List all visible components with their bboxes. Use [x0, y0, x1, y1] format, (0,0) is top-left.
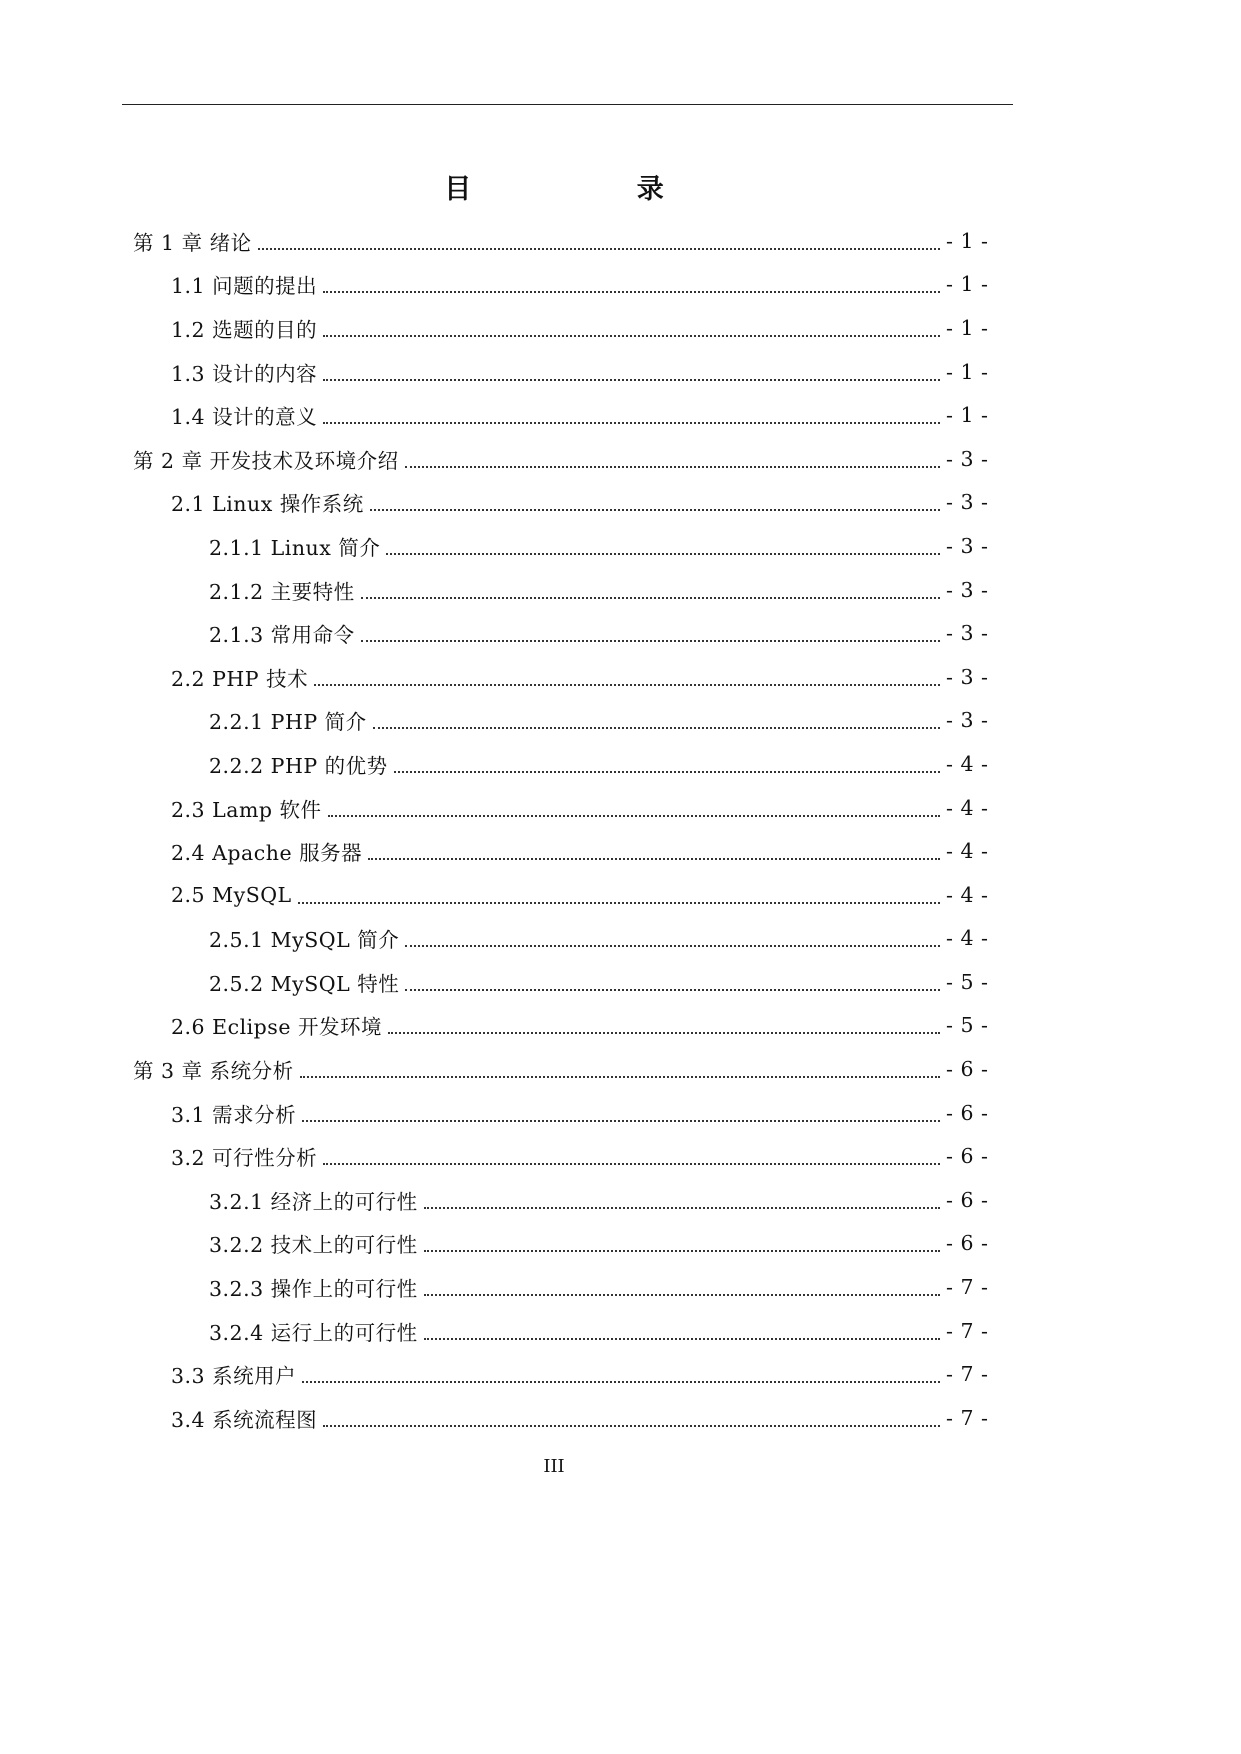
toc-dot-leader	[258, 248, 940, 250]
toc-entry-page: - 4 -	[946, 795, 989, 820]
toc-entry-page: - 4 -	[946, 839, 989, 864]
toc-entry-page: - 1 -	[946, 228, 989, 253]
toc-entry[interactable]	[0, 1222, 1108, 1266]
toc-entry-page: - 3 -	[946, 490, 989, 515]
toc-dot-leader	[298, 902, 940, 904]
toc-entry-page: - 1 -	[946, 315, 989, 340]
toc-entry-title: 第 1 章 绪论	[133, 230, 252, 255]
toc-entry-page: - 3 -	[946, 664, 989, 689]
toc-entry[interactable]	[0, 786, 1108, 830]
toc-entry[interactable]	[0, 1309, 1108, 1353]
toc-entry-title: 2.1.2 主要特性	[209, 579, 355, 604]
toc-dot-leader	[328, 815, 940, 817]
toc-entry-title: 3.2.1 经济上的可行性	[209, 1189, 418, 1214]
toc-dot-leader	[302, 1120, 940, 1122]
toc-entry-title: 2.1.1 Linux 简介	[209, 535, 381, 560]
toc-entry[interactable]	[0, 1265, 1108, 1309]
toc-title: 目 录	[444, 174, 742, 205]
toc-entry[interactable]	[0, 263, 1108, 307]
toc-entry-title: 3.2 可行性分析	[171, 1146, 318, 1171]
toc-entry[interactable]	[0, 481, 1108, 525]
toc-entry-title: 3.4 系统流程图	[171, 1407, 318, 1432]
toc-list	[0, 219, 1108, 1440]
toc-entry[interactable]	[0, 306, 1108, 350]
toc-entry-title: 1.3 设计的内容	[171, 361, 318, 386]
header-rule	[122, 104, 1013, 105]
toc-entry-page: - 7 -	[946, 1275, 989, 1300]
toc-entry-page: - 1 -	[946, 403, 989, 428]
toc-dot-leader	[394, 771, 940, 773]
toc-entry-page: - 4 -	[946, 751, 989, 776]
toc-entry-title: 第 3 章 系统分析	[133, 1059, 294, 1084]
toc-entry-page: - 3 -	[946, 533, 989, 558]
toc-entry-page: - 1 -	[946, 359, 989, 384]
toc-entry[interactable]	[0, 568, 1108, 612]
toc-dot-leader	[424, 1294, 940, 1296]
toc-entry-page: - 6 -	[946, 1187, 989, 1212]
toc-entry-title: 3.2.2 技术上的可行性	[209, 1233, 418, 1258]
toc-entry-page: - 4 -	[946, 926, 989, 951]
toc-entry-title: 第 2 章 开发技术及环境介绍	[133, 448, 399, 473]
toc-entry[interactable]	[0, 1091, 1108, 1135]
toc-entry[interactable]	[0, 1178, 1108, 1222]
toc-entry-page: - 3 -	[946, 446, 989, 471]
toc-dot-leader	[361, 597, 940, 599]
toc-entry-title: 1.4 设计的意义	[171, 405, 318, 430]
toc-entry-title: 2.4 Apache 服务器	[171, 841, 363, 866]
toc-dot-leader	[424, 1338, 940, 1340]
toc-entry-title: 2.5.2 MySQL 特性	[209, 971, 400, 996]
toc-entry-title: 3.2.3 操作上的可行性	[209, 1277, 418, 1302]
toc-dot-leader	[323, 335, 940, 337]
toc-entry-page: - 1 -	[946, 272, 989, 297]
toc-dot-leader	[405, 989, 940, 991]
toc-dot-leader	[368, 858, 940, 860]
toc-dot-leader	[323, 379, 940, 381]
toc-entry-page: - 5 -	[946, 969, 989, 994]
toc-entry[interactable]	[0, 393, 1108, 437]
toc-entry-title: 3.1 需求分析	[171, 1102, 297, 1127]
toc-dot-leader	[302, 1381, 940, 1383]
toc-entry-title: 2.3 Lamp 软件	[171, 797, 322, 822]
toc-entry-page: - 6 -	[946, 1231, 989, 1256]
toc-entry-title: 1.2 选题的目的	[171, 317, 318, 342]
toc-entry-title: 1.1 问题的提出	[171, 274, 318, 299]
page-number: III	[543, 1456, 565, 1477]
toc-dot-leader	[323, 1163, 940, 1165]
toc-entry[interactable]	[0, 1352, 1108, 1396]
toc-dot-leader	[405, 945, 940, 947]
toc-entry-title: 2.1 Linux 操作系统	[171, 492, 364, 517]
toc-dot-leader	[424, 1207, 940, 1209]
toc-entry[interactable]	[0, 1047, 1108, 1091]
toc-dot-leader	[300, 1076, 940, 1078]
toc-entry[interactable]	[0, 524, 1108, 568]
toc-entry[interactable]	[0, 1396, 1108, 1440]
toc-dot-leader	[388, 1032, 940, 1034]
toc-entry[interactable]	[0, 829, 1108, 873]
toc-entry[interactable]	[0, 873, 1108, 917]
toc-entry[interactable]	[0, 1134, 1108, 1178]
toc-dot-leader	[323, 291, 940, 293]
toc-entry-title: 3.2.4 运行上的可行性	[209, 1320, 418, 1345]
toc-dot-leader	[424, 1250, 940, 1252]
toc-entry[interactable]	[0, 742, 1108, 786]
toc-entry-page: - 7 -	[946, 1405, 989, 1430]
toc-entry[interactable]	[0, 437, 1108, 481]
toc-entry-page: - 6 -	[946, 1144, 989, 1169]
toc-entry-page: - 3 -	[946, 577, 989, 602]
toc-dot-leader	[323, 1425, 940, 1427]
toc-entry-title: 2.5.1 MySQL 简介	[209, 928, 400, 953]
toc-entry-page: - 4 -	[946, 882, 989, 907]
toc-dot-leader	[361, 640, 940, 642]
toc-entry[interactable]	[0, 219, 1108, 263]
toc-entry-page: - 5 -	[946, 1013, 989, 1038]
toc-entry-page: - 3 -	[946, 621, 989, 646]
toc-entry[interactable]	[0, 655, 1108, 699]
toc-entry[interactable]	[0, 699, 1108, 743]
toc-entry-title: 2.2.2 PHP 的优势	[209, 753, 388, 778]
toc-entry-title: 3.3 系统用户	[171, 1364, 297, 1389]
toc-entry-page: - 3 -	[946, 708, 989, 733]
toc-entry[interactable]	[0, 960, 1108, 1004]
toc-entry-title: 2.1.3 常用命令	[209, 623, 355, 648]
toc-entry-title: 2.2.1 PHP 简介	[209, 710, 367, 735]
toc-dot-leader	[373, 727, 940, 729]
toc-entry-title: 2.5 MySQL	[171, 882, 292, 907]
toc-entry[interactable]	[0, 1004, 1108, 1048]
toc-entry-page: - 7 -	[946, 1318, 989, 1343]
toc-dot-leader	[314, 684, 940, 686]
toc-entry[interactable]	[0, 350, 1108, 394]
toc-entry-page: - 6 -	[946, 1100, 989, 1125]
toc-entry-page: - 7 -	[946, 1362, 989, 1387]
toc-entry-page: - 6 -	[946, 1057, 989, 1082]
toc-entry-title: 2.2 PHP 技术	[171, 666, 309, 691]
toc-dot-leader	[323, 422, 940, 424]
toc-dot-leader	[370, 509, 940, 511]
toc-entry[interactable]	[0, 611, 1108, 655]
toc-entry-title: 2.6 Eclipse 开发环境	[171, 1015, 382, 1040]
toc-dot-leader	[386, 553, 940, 555]
toc-entry[interactable]	[0, 917, 1108, 961]
toc-dot-leader	[405, 466, 940, 468]
